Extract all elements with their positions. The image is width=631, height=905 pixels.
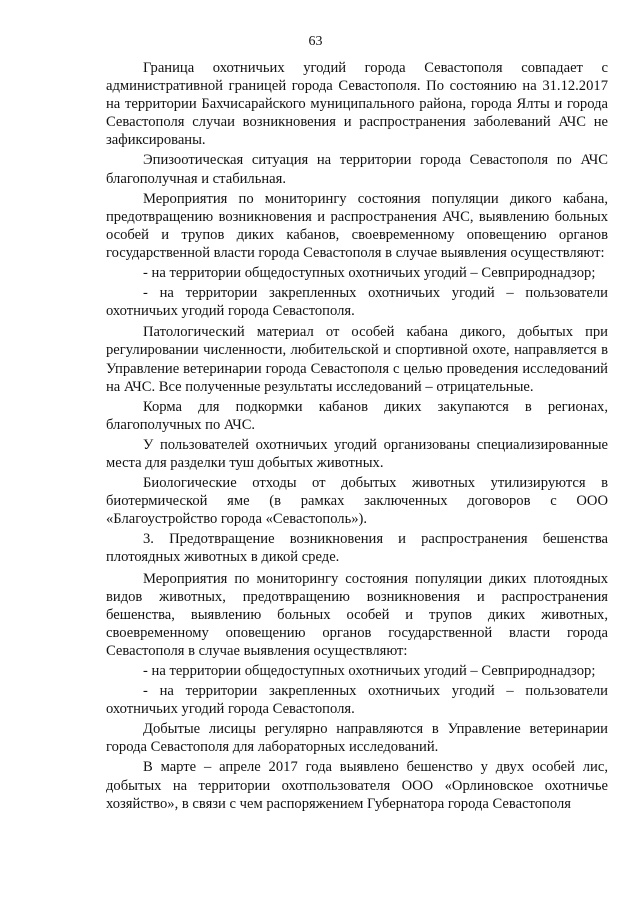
paragraph: Патологический материал от особей кабана дикого, добытых при регулировании численности, любительской и спортивной охоте, направляется в Управление ветеринарии города Севастополя с целью проведения исследований на АЧС. Все полученные результаты исследований – отрицательные. bbox=[106, 324, 608, 395]
paragraph: Корма для подкормки кабанов диких закупаются в регионах, благополучных по АЧС. bbox=[106, 398, 608, 433]
page-number: 63 bbox=[308, 34, 323, 49]
paragraph: Мероприятия по мониторингу состояния популяции дикого кабана, предотвращению возникновения и распространения АЧС, выявлению больных особей и трупов диких кабанов, своевременному оповещению органов государственной власти города Севастополя в случае выявления осуществляют: bbox=[106, 190, 608, 261]
paragraph: В марте – апреле 2017 года выявлено бешенство у двух особей лис, добытых на территории охотпользователя ООО «Орлиновское охотничье хозяйство», в связи с чем распоряжением Губернатора города Севастополя bbox=[106, 759, 608, 812]
section-heading: 3. Предотвращение возникновения и распространения бешенства плотоядных животных в дикой среде. bbox=[106, 531, 608, 566]
list-item: - на территории общедоступных охотничьих угодий – Севприроднадзор; bbox=[143, 663, 596, 679]
paragraph: Граница охотничьих угодий города Севастополя совпадает с административной границей города Севастополя. По состоянию на 31.12.2017 на территории Бахчисарайского муниципального района, города Ялты и города Севастополя случаи возникновения и распространения заболеваний АЧС не зафиксированы. bbox=[106, 60, 608, 149]
paragraph: Биологические отходы от добытых животных утилизируются в биотермической яме (в рамках заключенных договоров с ООО «Благоустройство города «Севастополь»). bbox=[106, 475, 608, 528]
paragraph: У пользователей охотничьих угодий организованы специализированные места для разделки туш добытых животных. bbox=[106, 436, 608, 471]
list-item: - на территории общедоступных охотничьих угодий – Севприроднадзор; bbox=[143, 265, 596, 282]
paragraph: Мероприятия по мониторингу состояния популяции диких плотоядных видов животных, предотвращению возникновения и распространения бешенства, выявлению больных особей и трупов диких животных, своевременному оповещению органов государственной власти города Севастополя в случае выявления осуществляют: bbox=[106, 570, 608, 659]
document-body bbox=[106, 59, 608, 813]
paragraph: Эпизоотическая ситуация на территории города Севастополя по АЧС благополучная и стабильная. bbox=[106, 152, 608, 187]
list-item: - на территории закрепленных охотничьих угодий – пользователи охотничьих угодий города Севастополя. bbox=[106, 285, 608, 320]
list-item: - на территории закрепленных охотничьих угодий – пользователи охотничьих угодий города Севастополя. bbox=[106, 683, 608, 718]
paragraph: Добытые лисицы регулярно направляются в Управление ветеринарии города Севастополя для лабораторных исследований. bbox=[106, 721, 608, 756]
